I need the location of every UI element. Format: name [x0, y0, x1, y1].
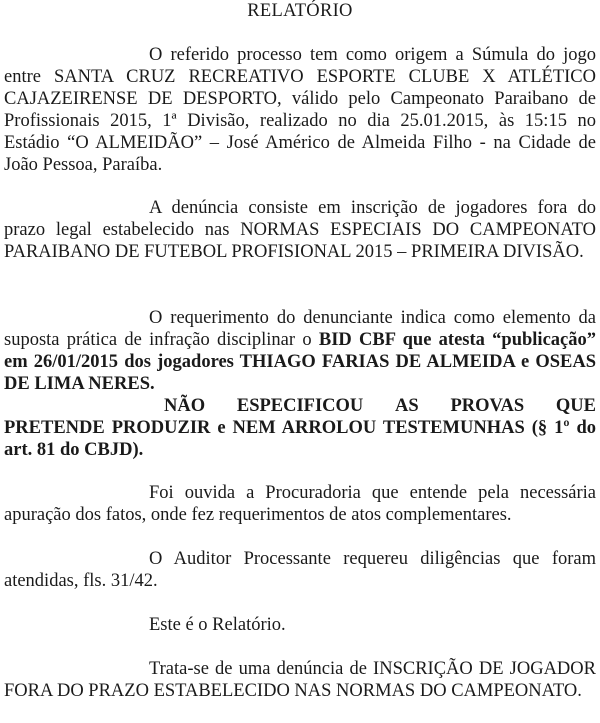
no-evidence-word: PROVAS	[450, 396, 525, 416]
paragraph-summary: Trata-se de uma denúncia de INSCRIÇÃO DE JOGADOR FORA DO PRAZO ESTABELECIDO NAS NORMAS DO CAMPEONATO.	[4, 659, 596, 701]
paragraph-request-text: O requerimento do denunciante indica como elemento da suposta prática de infração disciplinar o	[4, 308, 596, 350]
paragraph-request-bold-text: BID CBF que atesta “publicação” em 26/01/2015 dos jogadores THIAGO FARIAS DE ALMEIDA e OSEAS DE LIMA NERES.	[4, 330, 596, 394]
paragraph-closing: Este é o Relatório.	[149, 615, 286, 635]
paragraph-request	[4, 307, 596, 395]
no-evidence-word: QUE	[555, 396, 596, 416]
paragraph-origin: O referido processo tem como origem a Súmula do jogo entre SANTA CRUZ RECREATIVO ESPORTE CLUBE X ATLÉTICO CAJAZEIRENSE DE DESPORTO, válido pelo Campeonato Paraibano de Profissionais 2015, 1ª Divisão, realizado no dia 25.01.2015, às 15:15 no Estádio “O ALMEIDÃO” – José Américo de Almeida Filho - na Cidade de João Pessoa, Paraíba.	[4, 45, 596, 175]
paragraph-complaint: A denúncia consiste em inscrição de jogadores fora do prazo legal estabelecido nas NORMAS ESPECIAIS DO CAMPEONATO PARAIBANO DE FUTEBOL PROFISIONAL 2015 – PRIMEIRA DIVISÃO.	[4, 198, 596, 262]
no-evidence-word: AS	[395, 396, 419, 416]
paragraph-no-evidence	[4, 395, 596, 461]
paragraph-prosecution: Foi ouvida a Procuradoria que entende pela necessária apuração dos fatos, onde fez requerimentos de atos complementares.	[4, 483, 596, 525]
no-evidence-word: NÃO	[164, 396, 206, 416]
document-title: RELATÓRIO	[247, 1, 353, 21]
no-evidence-word: ESPECIFICOU	[236, 396, 364, 416]
paragraph-auditor: O Auditor Processante requereu diligências que foram atendidas, fls. 31/42.	[4, 549, 596, 591]
no-evidence-first-line	[4, 395, 596, 417]
no-evidence-rest: PRETENDE PRODUZIR e NEM ARROLOU TESTEMUNHAS (§ 1º do art. 81 do CBJD).	[4, 418, 596, 460]
